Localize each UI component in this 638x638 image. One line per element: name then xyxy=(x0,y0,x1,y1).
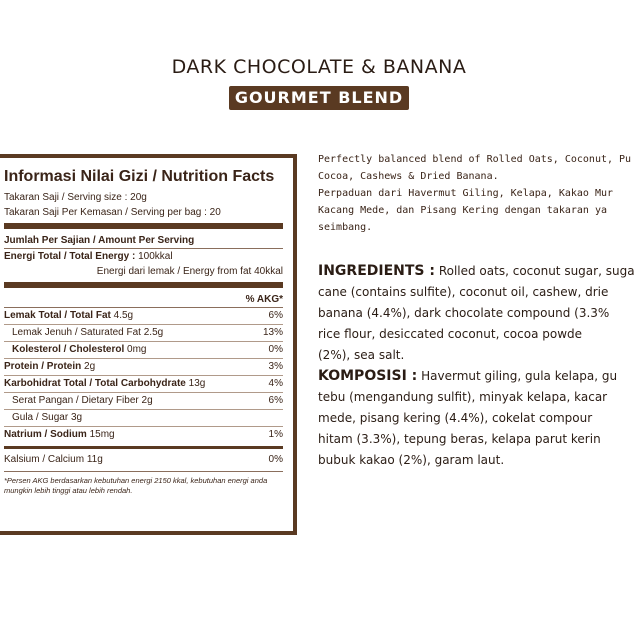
product-banner: GOURMET BLEND xyxy=(229,86,409,110)
servings-per-bag: Takaran Saji Per Kemasan / Serving per bag : 20 xyxy=(4,207,221,218)
nutrient-amount: 2.5g xyxy=(143,327,164,338)
ingredients-text: Rolled oats, coconut sugar, suga xyxy=(438,264,635,278)
nutrient-amount: 2g xyxy=(84,361,96,372)
nutrient-akg-percent: 3% xyxy=(268,361,283,372)
ingredients-line-5: (2%), sea salt. xyxy=(318,348,405,362)
komposisi-line-1 xyxy=(318,366,638,387)
calcium-amount: 11g xyxy=(86,454,103,465)
nutrient-amount: 3g xyxy=(70,412,83,423)
calcium-label: Kalsium / Calcium xyxy=(4,454,85,465)
ingredients-heading: INGREDIENTS : xyxy=(318,263,435,279)
divider-thick xyxy=(4,223,283,229)
energy-from-fat: Energi dari lemak / Energy from fat 40kkal xyxy=(96,266,283,277)
product-title: DARK CHOCOLATE & BANANA xyxy=(171,56,467,78)
nutrient-row xyxy=(4,359,283,376)
description-id-line-3: seimbang. xyxy=(318,222,373,233)
divider-thin xyxy=(4,471,283,472)
akg-footnote: *Persen AKG berdasarkan kebutuhan energi 2150 kkal, kebutuhan energi anda mungkin lebih tinggi atau lebih rendah. xyxy=(4,476,268,495)
nutrient-row xyxy=(4,308,283,325)
energy-total xyxy=(4,249,283,264)
nutrient-label: Natrium / Sodium xyxy=(4,429,87,440)
akg-header: % AKG* xyxy=(245,294,283,305)
komposisi-heading: KOMPOSISI : xyxy=(318,368,418,384)
nutrient-row xyxy=(4,427,283,443)
nutrient-akg-percent: 4% xyxy=(268,378,283,389)
serving-size: Takaran Saji / Serving size : 20g xyxy=(4,192,147,203)
nutrient-label: Gula / Sugar xyxy=(12,412,69,423)
nutrient-akg-percent: 0% xyxy=(268,344,283,355)
nutrient-akg-percent: 13% xyxy=(262,327,283,338)
nutrient-amount: 0mg xyxy=(127,344,147,355)
nutrient-rows xyxy=(4,308,283,443)
ingredients-line-1 xyxy=(318,261,638,282)
energy-value: 100kkal xyxy=(138,251,173,262)
divider-thick xyxy=(4,282,283,288)
ingredients-line-3: banana (4.4%), dark chocolate compound (3.3% xyxy=(318,306,610,320)
ingredients-line-4: rice flour, desiccated coconut, cocoa powde xyxy=(318,327,583,341)
energy-label: Energi Total / Total Energy : xyxy=(4,251,136,262)
nutrition-facts-panel xyxy=(0,154,297,535)
nutrient-akg-percent: 6% xyxy=(268,310,283,321)
komposisi-line-4: hitam (3.3%), tepung beras, kelapa parut kerin xyxy=(318,432,601,446)
nutrient-label: Lemak Total / Total Fat xyxy=(4,310,111,321)
description-en-line-1: Perfectly balanced blend of Rolled Oats, Coconut, Pu xyxy=(318,154,632,165)
komposisi-block xyxy=(318,366,638,471)
nutrient-akg-percent: 6% xyxy=(268,395,283,406)
nutrient-label: Lemak Jenuh / Saturated Fat xyxy=(12,327,141,338)
divider-medium xyxy=(4,446,283,449)
calcium-pct: 0% xyxy=(268,454,283,465)
nutrient-row xyxy=(4,342,283,359)
nutrient-label: Karbohidrat Total / Total Carbohydrate xyxy=(4,378,186,389)
komposisi-text: Havermut giling, gula kelapa, gu xyxy=(421,369,618,383)
description-id-line-2: Kacang Mede, dan Pisang Kering dengan takaran ya xyxy=(318,205,607,216)
nutrient-label: Kolesterol / Cholesterol xyxy=(12,344,125,355)
nutrient-akg-percent: 1% xyxy=(268,429,283,440)
description-id-line-1: Perpaduan dari Havermut Giling, Kelapa, Kakao Mur xyxy=(318,188,614,199)
nutrient-row xyxy=(4,376,283,393)
nutrient-amount: 4.5g xyxy=(113,310,134,321)
ingredients-line-2: cane (contains sulfite), coconut oil, cashew, drie xyxy=(318,285,609,299)
ingredients-block xyxy=(318,261,638,366)
nutrient-amount: 13g xyxy=(188,378,206,389)
nutrient-label: Protein / Protein xyxy=(4,361,82,372)
amount-per-serving: Jumlah Per Sajian / Amount Per Serving xyxy=(4,235,195,246)
nutrient-row xyxy=(4,393,283,410)
komposisi-line-5: bubuk kakao (2%), garam laut. xyxy=(318,453,505,467)
nutrition-title: Informasi Nilai Gizi / Nutrition Facts xyxy=(4,168,275,185)
nutrient-label: Serat Pangan / Dietary Fiber xyxy=(12,395,139,406)
nutrient-row xyxy=(4,325,283,342)
product-description-column xyxy=(318,152,638,471)
calcium-row xyxy=(4,452,283,468)
komposisi-line-3: mede, pisang kering (4.4%), cokelat compour xyxy=(318,411,593,425)
nutrient-amount: 15mg xyxy=(89,429,115,440)
komposisi-line-2: tebu (mengandung sulfit), minyak kelapa, kacar xyxy=(318,390,608,404)
description-en-line-2: Cocoa, Cashews & Dried Banana. xyxy=(318,171,499,182)
nutrient-amount: 2g xyxy=(141,395,153,406)
nutrient-row xyxy=(4,410,283,427)
